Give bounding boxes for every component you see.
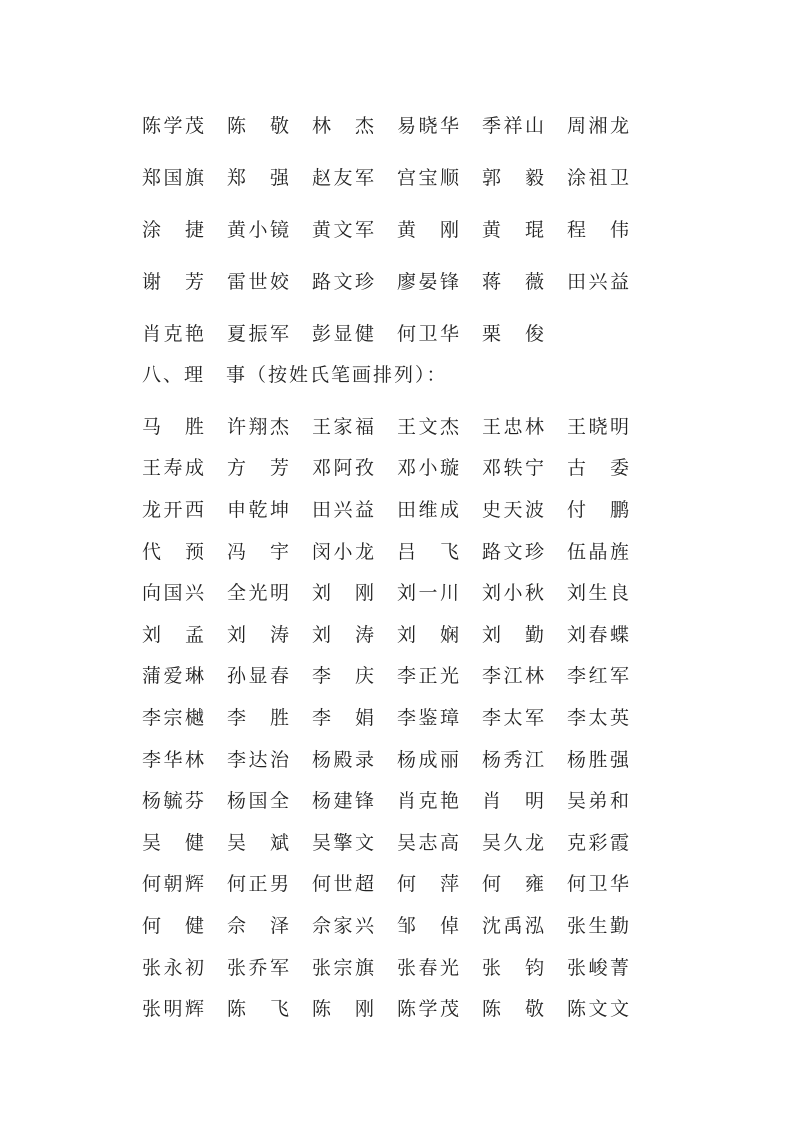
name-entry: 杨殿录 — [312, 748, 374, 771]
name-entry: 何 健 — [142, 914, 204, 937]
name-entry: 彭显健 — [312, 323, 374, 345]
name-row — [142, 614, 642, 656]
name-entry: 黄文军 — [312, 219, 374, 241]
name-entry: 邓小璇 — [397, 457, 459, 480]
name-entry: 刘 涛 — [227, 623, 289, 646]
name-entry: 郑 强 — [227, 167, 289, 189]
name-list-directors — [142, 406, 642, 1030]
name-entry: 赵友军 — [312, 167, 374, 189]
name-entry: 杨国全 — [227, 790, 289, 813]
name-entry: 刘小秋 — [482, 582, 544, 605]
name-entry: 陈 刚 — [312, 998, 374, 1021]
name-row — [142, 988, 642, 1030]
name-entry: 张生勤 — [567, 914, 629, 937]
name-entry: 张 钧 — [482, 956, 544, 979]
name-entry: 何正男 — [227, 873, 289, 896]
name-entry: 沈禹泓 — [482, 914, 544, 937]
name-entry: 吴 斌 — [227, 831, 289, 854]
name-row — [142, 448, 642, 490]
name-row — [142, 905, 642, 947]
name-entry: 黄 刚 — [397, 219, 459, 241]
name-entry: 付 鹏 — [567, 498, 629, 521]
name-entry: 杨毓芬 — [142, 790, 204, 813]
name-entry: 路文珍 — [312, 271, 374, 293]
name-entry: 肖克艳 — [142, 323, 204, 345]
name-entry: 李达治 — [227, 748, 289, 771]
name-row — [142, 780, 642, 822]
name-entry: 何朝辉 — [142, 873, 204, 896]
name-entry: 龙开西 — [142, 498, 204, 521]
name-entry: 申乾坤 — [227, 498, 289, 521]
name-entry: 张峻菁 — [567, 956, 629, 979]
name-entry: 史天波 — [482, 498, 544, 521]
name-row — [142, 572, 642, 614]
name-entry: 涂祖卫 — [567, 167, 629, 189]
name-entry: 黄 琨 — [482, 219, 544, 241]
name-entry: 黄小镜 — [227, 219, 289, 241]
name-row — [142, 697, 642, 739]
name-entry: 林 杰 — [312, 115, 374, 137]
name-list-top — [142, 100, 642, 360]
name-entry: 孙显春 — [227, 665, 289, 688]
name-entry: 刘 孟 — [142, 623, 204, 646]
name-entry: 王家福 — [312, 415, 374, 438]
name-entry: 陈 敬 — [482, 998, 544, 1021]
name-entry: 杨秀江 — [482, 748, 544, 771]
name-entry: 李 庆 — [312, 665, 374, 688]
name-entry: 刘 勤 — [482, 623, 544, 646]
name-entry: 涂 捷 — [142, 219, 204, 241]
name-entry: 路文珍 — [482, 540, 544, 563]
name-entry: 李鉴璋 — [397, 706, 459, 729]
name-entry: 吕 飞 — [397, 540, 459, 563]
name-entry: 陈学茂 — [142, 115, 204, 137]
name-entry: 陈文文 — [567, 998, 629, 1021]
name-entry: 邓轶宁 — [482, 457, 544, 480]
name-row — [142, 308, 642, 360]
name-entry: 周湘龙 — [567, 115, 629, 137]
name-entry: 蒋 薇 — [482, 271, 544, 293]
name-row — [142, 152, 642, 204]
name-entry: 雷世姣 — [227, 271, 289, 293]
name-entry: 田兴益 — [567, 271, 629, 293]
name-entry: 张乔军 — [227, 956, 289, 979]
name-entry: 肖 明 — [482, 790, 544, 813]
name-entry: 蒲爱琳 — [142, 665, 204, 688]
name-entry: 田兴益 — [312, 498, 374, 521]
name-entry: 张宗旗 — [312, 956, 374, 979]
name-entry: 王晓明 — [567, 415, 629, 438]
section-heading: 八、理 事（按姓氏笔画排列）： — [142, 364, 448, 386]
name-entry: 向国兴 — [142, 582, 204, 605]
name-entry: 谢 芳 — [142, 271, 204, 293]
name-entry: 郭 毅 — [482, 167, 544, 189]
name-entry: 陈 敬 — [227, 115, 289, 137]
name-entry: 何卫华 — [397, 323, 459, 345]
name-entry: 何 雍 — [482, 873, 544, 896]
name-entry: 克彩霞 — [567, 831, 629, 854]
name-entry: 刘 刚 — [312, 582, 374, 605]
name-entry: 栗 俊 — [482, 323, 544, 345]
name-entry: 李 娟 — [312, 706, 374, 729]
name-entry: 何世超 — [312, 873, 374, 896]
name-entry: 代 预 — [142, 540, 204, 563]
name-entry: 许翔杰 — [227, 415, 289, 438]
name-row — [142, 100, 642, 152]
name-entry: 宫宝顺 — [397, 167, 459, 189]
name-entry: 刘一川 — [397, 582, 459, 605]
name-entry: 季祥山 — [482, 115, 544, 137]
name-entry: 刘生良 — [567, 582, 629, 605]
name-entry: 李华林 — [142, 748, 204, 771]
name-entry: 何 萍 — [397, 873, 459, 896]
name-entry: 李 胜 — [227, 706, 289, 729]
name-entry: 伍晶旌 — [567, 540, 629, 563]
name-entry: 吴 健 — [142, 831, 204, 854]
name-entry: 吴弟和 — [567, 790, 629, 813]
name-entry: 方 芳 — [227, 457, 289, 480]
name-row — [142, 489, 642, 531]
name-entry: 佘 泽 — [227, 914, 289, 937]
name-entry: 王忠林 — [482, 415, 544, 438]
name-entry: 全光明 — [227, 582, 289, 605]
name-row — [142, 739, 642, 781]
name-entry: 刘春蝶 — [567, 623, 629, 646]
name-entry: 刘 涛 — [312, 623, 374, 646]
name-entry: 程 伟 — [567, 219, 629, 241]
name-entry: 杨成丽 — [397, 748, 459, 771]
name-entry: 易晓华 — [397, 115, 459, 137]
name-entry: 古 委 — [567, 457, 629, 480]
name-entry: 邓阿孜 — [312, 457, 374, 480]
name-row — [142, 531, 642, 573]
name-entry: 郑国旗 — [142, 167, 204, 189]
name-entry: 田维成 — [397, 498, 459, 521]
name-entry: 刘 娴 — [397, 623, 459, 646]
name-entry: 马 胜 — [142, 415, 204, 438]
name-entry: 王文杰 — [397, 415, 459, 438]
name-entry: 张明辉 — [142, 998, 204, 1021]
name-entry: 杨建锋 — [312, 790, 374, 813]
name-entry: 王寿成 — [142, 457, 204, 480]
name-entry: 吴志高 — [397, 831, 459, 854]
name-row — [142, 656, 642, 698]
name-entry: 吴擎文 — [312, 831, 374, 854]
name-row — [142, 406, 642, 448]
name-row — [142, 204, 642, 256]
name-entry: 冯 宇 — [227, 540, 289, 563]
name-entry: 李江林 — [482, 665, 544, 688]
name-entry: 陈学茂 — [397, 998, 459, 1021]
name-entry: 邹 倬 — [397, 914, 459, 937]
name-entry: 闵小龙 — [312, 540, 374, 563]
name-entry: 佘家兴 — [312, 914, 374, 937]
name-entry: 李宗樾 — [142, 706, 204, 729]
name-entry: 杨胜强 — [567, 748, 629, 771]
name-entry: 何卫华 — [567, 873, 629, 896]
name-row — [142, 864, 642, 906]
name-entry: 陈 飞 — [227, 998, 289, 1021]
name-entry: 张春光 — [397, 956, 459, 979]
name-entry: 李红军 — [567, 665, 629, 688]
name-entry: 李正光 — [397, 665, 459, 688]
name-row — [142, 947, 642, 989]
name-entry: 吴久龙 — [482, 831, 544, 854]
name-entry: 李太军 — [482, 706, 544, 729]
name-entry: 李太英 — [567, 706, 629, 729]
name-entry: 肖克艳 — [397, 790, 459, 813]
name-entry: 夏振军 — [227, 323, 289, 345]
name-entry: 廖晏锋 — [397, 271, 459, 293]
name-row — [142, 256, 642, 308]
name-entry: 张永初 — [142, 956, 204, 979]
name-row — [142, 822, 642, 864]
